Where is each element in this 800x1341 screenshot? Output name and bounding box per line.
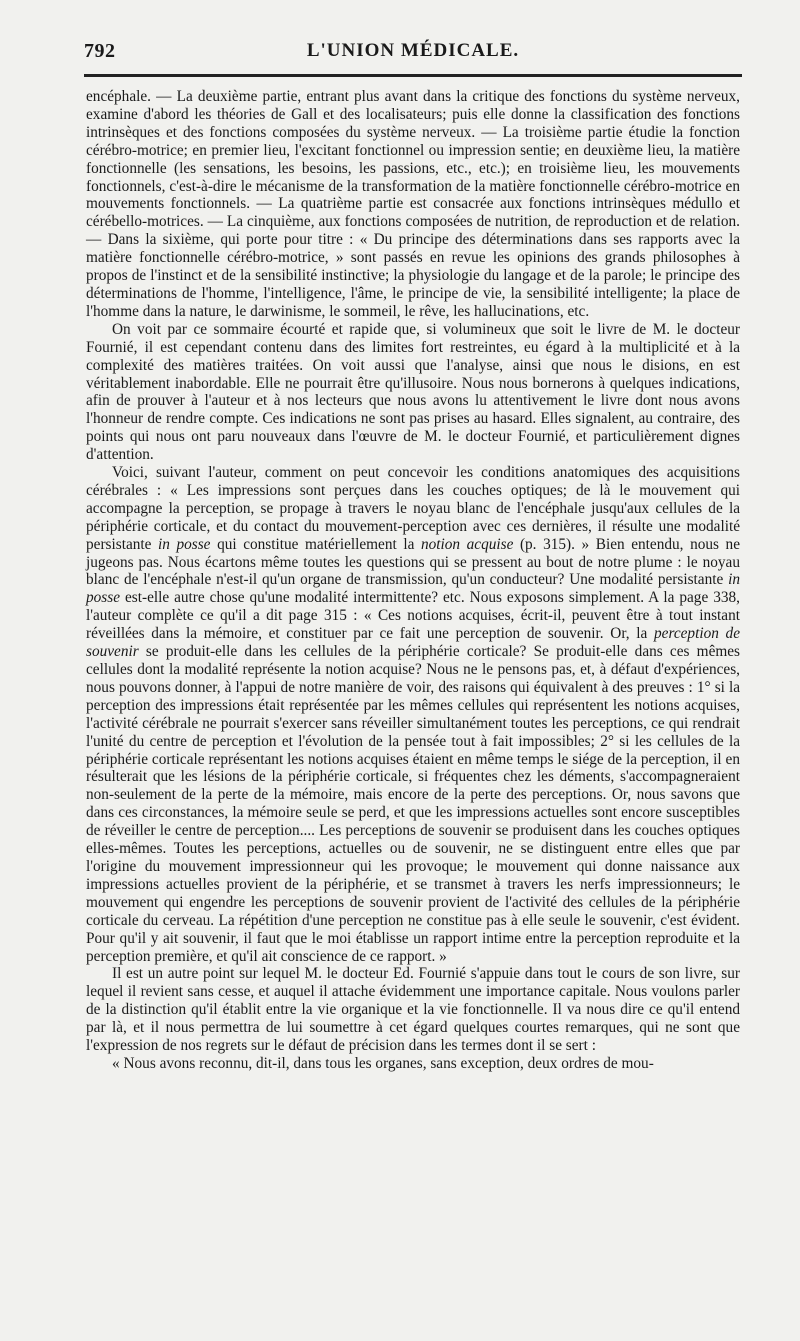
page-number: 792 xyxy=(84,40,116,62)
text-run: Voici, suivant l'auteur, comment on peut concevoir les conditions anatomiques des acquisitions cérébrales : « Les impressions sont perçues dans les couches optiques; de là le mouvement qui accompagne la perception, se propage à travers le noyau blanc de l'encéphale jusqu'aux cellules de la périphérie corticale, et du contact du mouvement-perception avec ces dernières, il résulte une modalité persistante xyxy=(86,464,740,553)
text-run: (p. 315). » Bien entendu, nous ne jugeons pas. Nous écartons même toutes les questions qui se pressent au bout de notre plume : le noyau blanc de l'encéphale n'est-il qu'un organe de transmission, qu'un conducteur? Une modalité persistante xyxy=(86,535,740,589)
article-body xyxy=(86,88,740,1073)
text-run: « Nous avons reconnu, dit-il, dans tous les organes, sans exception, deux ordres de mou- xyxy=(112,1054,654,1072)
paragraph-organic-functional-life xyxy=(86,965,740,1055)
paragraph-summary-continued xyxy=(86,88,740,321)
italic-run: in posse xyxy=(158,535,211,553)
text-run: qui constitue matériellement la xyxy=(210,535,421,553)
italic-run: perception de souvenir xyxy=(86,625,740,661)
paragraph-summary-conclusion xyxy=(86,321,740,464)
text-run: On voit par ce sommaire écourté et rapide que, si volumineux que soit le livre de M. le docteur Fournié, il est cependant contenu dans des limites fort restreintes, eu égard à la multiplicité et à la complexité des matières traitées. On voit aussi que l'analyse, ainsi que nous le disions, en est véritablement inabordable. Elle ne pourrait être qu'illusoire. Nous nous bornerons à quelques indications, afin de prouver à l'auteur et à nos lecteurs que nous avons lu attentivement le livre dont nous avons l'honneur de rendre compte. Ces indications ne sont pas prises au hasard. Elles signalent, au contraire, des points qui nous ont paru nouveaux dans l'œuvre de M. le docteur Fournié, et particulièrement dignes d'attention. xyxy=(86,320,740,464)
text-run: se produit-elle dans les cellules de la périphérie corticale? Se produit-elle dans ces mêmes cellules dont la modalité représente la notion acquise? Nous ne le pensons pas, et, à défaut d'expériences, nous pouvons donner, à l'appui de notre manière de voir, des raisons qui équivalent à des preuves : 1° si la perception des impressions était représentée par les mêmes cellules qui représentent les notions acquises, l'activité cérébrale ne pourrait s'exercer sans réveiller simultanément toutes les perceptions, ce qui rendrait l'unité du centre de perception et l'évolution de la pensée tout à fait impossibles; 2° si les cellules de la périphérie corticale représentant les notions acquises étaient en même temps le siége de la perception, il en résulterait que les lésions de la périphérie corticale, si fréquentes chez les déments, s'accompagneraient non-seulement de la perte de la mémoire, mais encore de la perte des perceptions. Or, nous savons que dans ces circonstances, la mémoire seule se perd, et que les impressions actuelles sont encore susceptibles de réveiller le centre de perception.... Les perceptions de souvenir se produisent dans les couches optiques elles-mêmes. Toutes les perceptions, actuelles ou de souvenir, ne se distinguent entre elles que par l'origine du mouvement impressionneur qui les provoque; le mouvement qui donne naissance aux impressions actuelles provient de la périphérie, et se transmet à travers les nerfs impressionneurs; le mouvement qui engendre les perceptions de souvenir provient de l'activité des cellules de la périphérie corticale du cerveau. La répétition d'une perception ne constitue pas à elle seule le souvenir, c'est évident. Pour qu'il y ait souvenir, il faut que le moi établisse un rapport intime entre la perception reproduite et la perception première, et qu'il ait conscience de ce rapport. » xyxy=(86,643,740,965)
paragraph-cerebral-acquisitions xyxy=(86,464,740,965)
text-run: encéphale. — La deuxième partie, entrant plus avant dans la critique des fonctions du système nerveux, examine d'abord les théories de Gall et des localisateurs; puis elle donne la classification des fonctions intrinsèques et des fonctions composées du système nerveux. — La troisième partie étudie la fonction cérébro-motrice; en premier lieu, l'excitant fonctionnel ou impression sentie; en deuxième lieu, la matière fonctionnelle (les sensations, les besoins, les passions, etc., etc.); en troisième lieu, les mouvements fonctionnels, c'est-à-dire le mécanisme de la transformation de la matière fonctionnelle cérébro-motrice en mouvements fonctionnels. — La quatrième partie est consacrée aux fonctions intrinsèques médullo et cérébello-motrices. — La cinquième, aux fonctions composées de nutrition, de reproduction et de relation. — Dans la sixième, qui porte pour titre : « Du principe des déterminations dans ses rapports avec la matière fonctionnelle cérébro-motrice, » sont passés en revue les opinions des grands philosophes à propos de l'instinct et de la sensibilité instinctive; la physiologie du langage et de la parole; le principe des déterminations de l'homme, l'intelligence, l'âme, le principe de vie, la sensibilité intelligente; la place de l'homme dans la nature, le darwinisme, le sommeil, le rêve, les hallucinations, etc. xyxy=(86,88,740,320)
italic-run: in posse xyxy=(86,571,740,607)
paragraph-quote-start xyxy=(86,1055,740,1073)
text-run: Il est un autre point sur lequel M. le docteur Ed. Fournié s'appuie dans tout le cours de son livre, sur lequel il revient sans cesse, et auquel il attache évidemment une importance capitale. Nous voulons parler de la distinction qu'il établit entre la vie organique et la vie fonctionnelle. Il va nous dire ce qu'il entend par là, et il nous permettra de lui soumettre à cet égard quelques courtes remarques, qui ne sont que l'expression de nos regrets sur le défaut de précision dans les termes dont il se sert : xyxy=(86,965,740,1055)
running-title: L'UNION MÉDICALE. xyxy=(306,40,520,61)
header-rule xyxy=(84,74,742,77)
text-run: est-elle autre chose qu'une modalité intermittente? etc. Nous exposons simplement. A la page 338, l'auteur complète ce qu'il a dit page 315 : « Ces notions acquises, écrit-il, peuvent être à tout instant réveillées dans la mémoire, et constituer par ce fait une perception de souvenir. Or, la xyxy=(86,589,740,643)
page-header xyxy=(84,40,742,66)
italic-run: notion acquise xyxy=(420,535,514,553)
